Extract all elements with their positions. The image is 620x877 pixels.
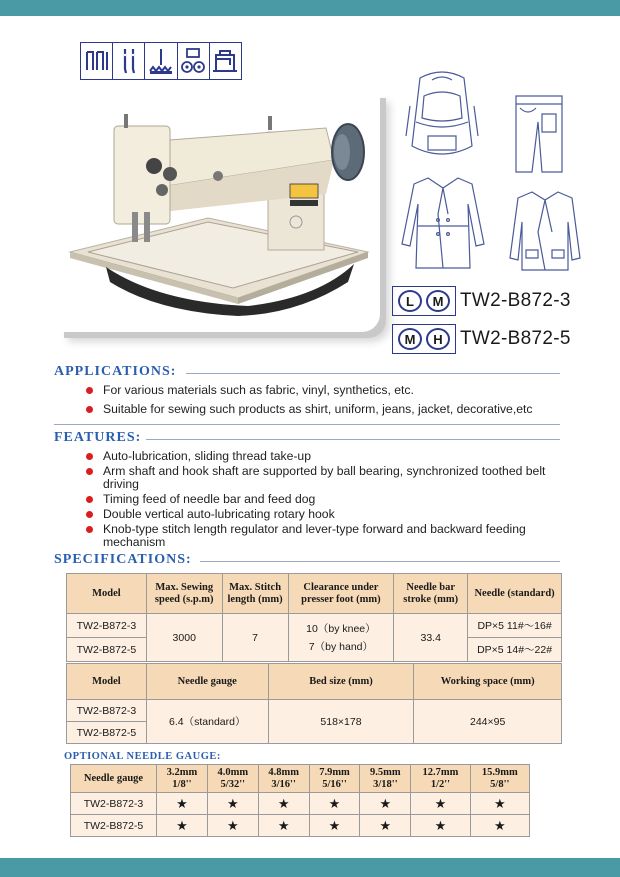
- list-item: Auto-lubrication, sliding thread take-up: [86, 450, 574, 463]
- bed-size-cell: 518×178: [268, 700, 414, 744]
- bobbin-hook-icon: [178, 43, 210, 79]
- speed-cell: 3000: [146, 614, 222, 662]
- available-star: ★: [360, 793, 411, 815]
- sewing-machine-photo: [58, 92, 380, 332]
- needle-feed-icon: [145, 43, 177, 79]
- working-space-cell: 244×95: [414, 700, 562, 744]
- top-color-bar: [0, 0, 620, 16]
- stitch-cell: 7: [222, 614, 288, 662]
- machine-outline-icon: [210, 43, 241, 79]
- model-cell: TW2-B872-5: [71, 815, 157, 837]
- list-item: Arm shaft and hook shaft are supported by ball bearing, synchronized toothed belt driving: [86, 465, 574, 491]
- gauge-header: 9.5mm 3/18'': [360, 765, 411, 793]
- list-item: For various materials such as fabric, vinyl, synthetics, etc.: [86, 384, 606, 397]
- available-star: ★: [470, 793, 529, 815]
- specifications-rule: [200, 561, 560, 562]
- col-header: Model: [67, 574, 147, 614]
- gauge-header: 12.7mm 1/2'': [411, 765, 470, 793]
- list-item: Double vertical auto-lubricating rotary hook: [86, 508, 574, 521]
- model-badge-group-2: [392, 324, 456, 354]
- model-cell: TW2-B872-5: [67, 722, 147, 744]
- available-star: ★: [258, 815, 309, 837]
- available-star: ★: [157, 793, 208, 815]
- applications-rule: [186, 373, 560, 374]
- model-cell: TW2-B872-5: [67, 638, 147, 662]
- available-star: ★: [470, 815, 529, 837]
- model-cell: TW2-B872-3: [67, 614, 147, 638]
- gauge-header: 15.9mm 5/8'': [470, 765, 529, 793]
- optional-gauge-heading: OPTIONAL NEEDLE GAUGE:: [64, 751, 221, 762]
- available-star: ★: [411, 793, 470, 815]
- model-badge-group-1: [392, 286, 456, 316]
- model-cell: TW2-B872-3: [67, 700, 147, 722]
- jeans-drawing: [512, 94, 566, 174]
- list-item: Knob-type stitch length regulator and lever-type forward and backward feeding mechanism: [86, 523, 574, 549]
- clearance-knee: 10（by knee）: [306, 622, 376, 635]
- gauge-header: 7.9mm 5/16'': [309, 765, 360, 793]
- available-star: ★: [360, 815, 411, 837]
- col-header: Needle bar stroke (mm): [394, 574, 468, 614]
- model-name-2: TW2-B872-5: [460, 328, 571, 349]
- col-header: Working space (mm): [414, 664, 562, 700]
- jacket-drawing: [508, 188, 582, 272]
- needles-icon: [113, 43, 145, 79]
- model-name-1: TW2-B872-3: [460, 290, 571, 311]
- applications-heading: APPLICATIONS:: [54, 364, 177, 379]
- clearance-hand: 7（by hand）: [308, 640, 374, 653]
- available-star: ★: [157, 815, 208, 837]
- available-star: ★: [207, 793, 258, 815]
- features-heading: FEATURES:: [54, 430, 142, 445]
- spec-table-1: [66, 573, 562, 662]
- spec-table-2: [66, 663, 562, 744]
- badge-medium: M: [426, 290, 450, 312]
- gauge-header: 4.8mm 3/16'': [258, 765, 309, 793]
- stroke-cell: 33.4: [394, 614, 468, 662]
- col-header: Bed size (mm): [268, 664, 414, 700]
- backpack-drawing: [402, 66, 482, 166]
- col-header: Model: [67, 664, 147, 700]
- list-item: Timing feed of needle bar and feed dog: [86, 493, 574, 506]
- available-star: ★: [258, 793, 309, 815]
- col-header: Max. Sewing speed (s.p.m): [146, 574, 222, 614]
- col-header: Needle gauge: [71, 765, 157, 793]
- badge-light: L: [398, 290, 422, 312]
- gauge-cell: 6.4（standard）: [146, 700, 268, 744]
- badge-heavy: H: [426, 328, 450, 350]
- available-star: ★: [309, 815, 360, 837]
- trench-coat-drawing: [398, 174, 488, 270]
- available-star: ★: [207, 815, 258, 837]
- available-star: ★: [411, 815, 470, 837]
- model-cell: TW2-B872-3: [71, 793, 157, 815]
- double-needle-stitch-icon: [81, 43, 113, 79]
- col-header: Needle (standard): [468, 574, 562, 614]
- list-item: Suitable for sewing such products as shirt, uniform, jeans, jacket, decorative,etc: [86, 403, 606, 416]
- features-rule: [146, 439, 560, 440]
- col-header: Max. Stitch length (mm): [222, 574, 288, 614]
- features-list: [86, 450, 574, 551]
- features-top-rule: [54, 424, 560, 425]
- bottom-color-bar: [0, 858, 620, 877]
- gauge-header: 3.2mm 1/8'': [157, 765, 208, 793]
- badge-medium: M: [398, 328, 422, 350]
- gauge-header: 4.0mm 5/32'': [207, 765, 258, 793]
- col-header: Needle gauge: [146, 664, 268, 700]
- feature-icon-strip: [80, 42, 242, 80]
- optional-gauge-table: [70, 764, 530, 837]
- col-header: Clearance under presser foot (mm): [288, 574, 394, 614]
- needle-cell: DP×5 11#～16#: [468, 614, 562, 638]
- specifications-heading: SPECIFICATIONS:: [54, 552, 192, 567]
- needle-cell: DP×5 14#～22#: [468, 638, 562, 662]
- applications-list: [86, 384, 606, 418]
- available-star: ★: [309, 793, 360, 815]
- clearance-cell: [288, 614, 394, 662]
